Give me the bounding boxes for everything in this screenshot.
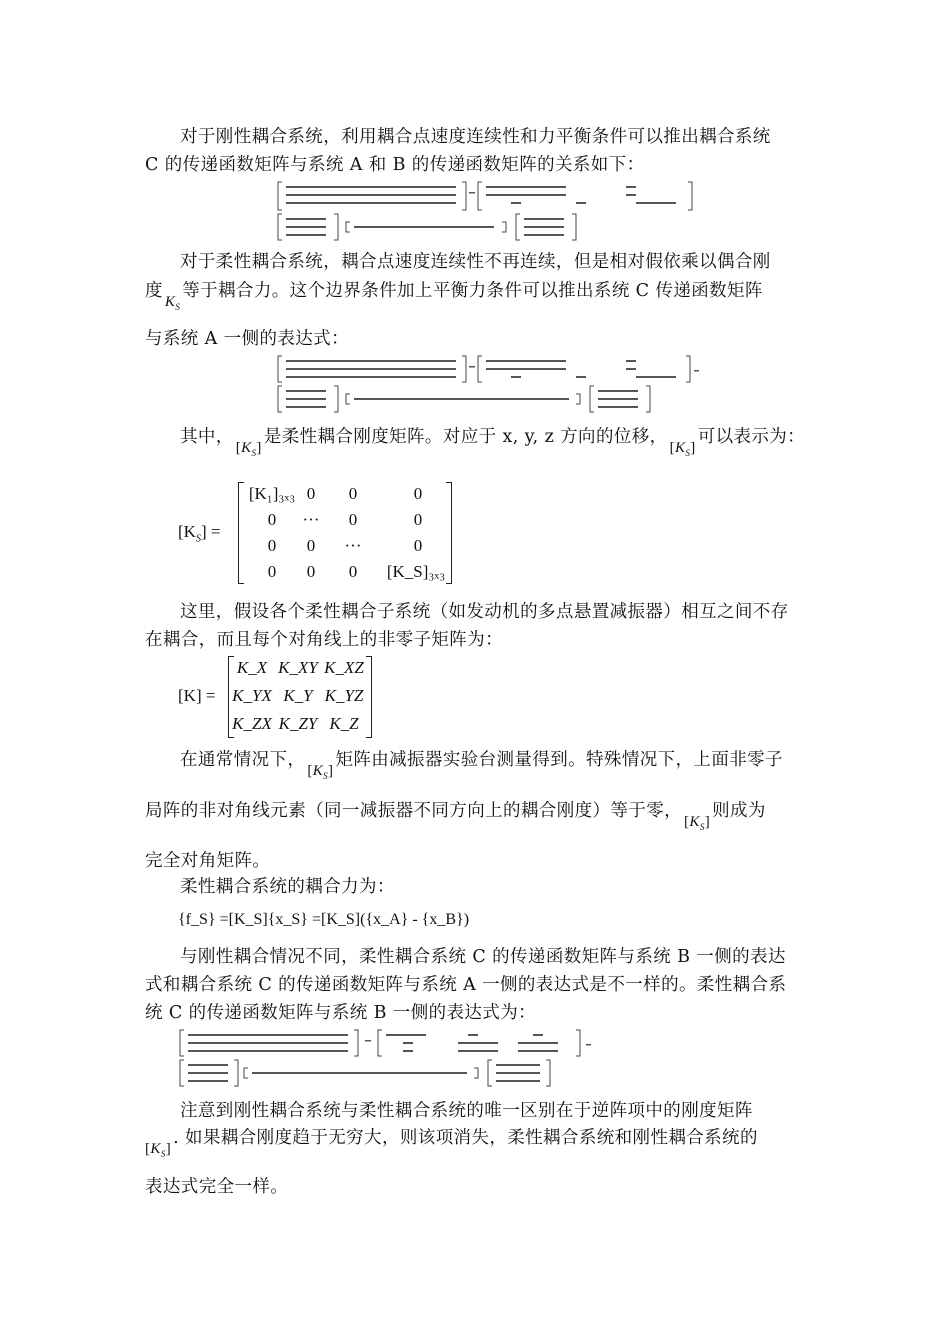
s-subscript: S — [160, 1149, 166, 1159]
bracket-left: [ — [307, 763, 313, 779]
matrix-cell: K_YZ — [324, 686, 364, 705]
matrix-cell: 0 — [306, 536, 316, 555]
matrix-cell: K_ZX — [232, 714, 272, 733]
bracket-right: ] — [328, 763, 334, 779]
matrix-ks — [178, 482, 468, 586]
matrix-cell: 0 — [306, 484, 316, 503]
lhs-sub: S — [195, 533, 201, 545]
lhs-text: [K — [178, 522, 196, 541]
paragraph-1-line-1: 对于刚性耦合系统，利用耦合点速度连续性和力平衡条件可以推出耦合系统 — [180, 127, 771, 147]
matrix-ks-lhs — [178, 522, 220, 544]
ks-symbol — [670, 434, 696, 467]
matrix-cell: 0 — [348, 562, 358, 581]
text-segment: 在通常情况下， — [180, 750, 306, 770]
s-subscript: S — [323, 771, 329, 781]
paragraph-6: 柔性耦合系统的耦合力为： — [180, 877, 395, 897]
paragraph-2-line-3: 与系统 A 一侧的表达式： — [145, 329, 349, 349]
matrix-cell: K_Y — [283, 686, 313, 705]
bracket-left: [ — [669, 440, 675, 456]
ks-symbol — [236, 434, 262, 467]
ks-symbol — [145, 1135, 171, 1168]
equation-coupling-force: {f_S} =[K_S]{x_S} =[K_S]({x_A} - {x_B}) — [178, 911, 470, 928]
matrix-k — [178, 656, 378, 740]
k-letter: K — [674, 440, 686, 456]
paragraph-2-line-1: 对于柔性耦合系统，耦合点速度连续性不再连续，但是相对假依乘以偶合刚 — [180, 252, 771, 272]
matrix-cell: ··· — [302, 510, 320, 529]
paragraph-7-line-3: 统 C 的传递函数矩阵与系统 B 一侧的表达式为： — [145, 1003, 536, 1023]
matrix-cell: K_XZ — [324, 658, 364, 677]
text-segment: 等于耦合力。这个边界条件加上平衡力条件可以推出系统 C 传递函数矩阵 — [182, 281, 763, 301]
text-segment: 度 — [145, 281, 163, 301]
text-segment: 是柔性耦合刚度矩阵。对应于 x, y, z 方向的位移， — [263, 427, 668, 447]
matrix-cell: [K₁]₃ₓ₃ — [248, 484, 296, 503]
paragraph-5-line-3: 完全对角矩阵。 — [145, 851, 271, 871]
matrix-cell: K_YX — [232, 686, 272, 705]
ks-symbol — [165, 288, 180, 321]
matrix-cell: K_X — [236, 658, 268, 677]
bracket-right: ] — [690, 440, 696, 456]
matrix-cell: 0 — [267, 562, 277, 581]
matrix-cell: 0 — [413, 484, 423, 503]
s-subscript: S — [685, 448, 691, 458]
paragraph-4-line-1: 这里，假设各个柔性耦合子系统（如发动机的多点悬置减振器）相互之间不存 — [180, 602, 789, 622]
s-subscript: S — [251, 448, 257, 458]
paragraph-7-line-2: 式和耦合系统 C 的传递函数矩阵与系统 A 一侧的表达式是不一样的。柔性耦合系 — [145, 975, 787, 995]
ks-symbol — [307, 757, 333, 790]
k-letter: K — [164, 294, 176, 310]
paragraph-2-line-2 — [145, 277, 810, 321]
k-letter: K — [150, 1141, 161, 1157]
bracket-left: [ — [684, 814, 690, 830]
matrix-cell: [K_S]₃ₓ₃ — [386, 562, 446, 581]
s-subscript: S — [699, 822, 705, 832]
matrix-cell: 0 — [306, 562, 316, 581]
paragraph-5-line-2 — [145, 797, 810, 841]
equation-flexible-coupling-b — [178, 1026, 603, 1090]
equation-rigid-coupling — [276, 178, 696, 244]
matrix-cell: 0 — [267, 510, 277, 529]
bracket-left: [ — [145, 1141, 151, 1157]
text-segment: . 如果耦合刚度趋于无穷大，则该项消失，柔性耦合系统和刚性耦合系统的 — [173, 1128, 758, 1148]
k-letter: K — [241, 440, 252, 456]
matrix-cell: 0 — [413, 536, 423, 555]
matrix-cell: K_Z — [329, 714, 359, 733]
text-segment: 则成为 — [712, 801, 766, 821]
paragraph-5-line-1 — [145, 746, 845, 790]
matrix-cell: K_XY — [278, 658, 318, 677]
bracket-right: ] — [256, 440, 262, 456]
text-segment: 局阵的非对角线元素（同一减振器不同方向上的耦合刚度）等于零， — [145, 801, 682, 821]
text-segment: 矩阵由减振器实验台测量得到。特殊情况下，上面非零子 — [335, 750, 783, 770]
matrix-cell: ··· — [344, 536, 362, 555]
bracket-right: ] — [165, 1141, 172, 1157]
text-segment: 其中， — [180, 427, 234, 447]
paragraph-8-line-1: 注意到刚性耦合系统与柔性耦合系统的唯一区别在于逆阵项中的刚度矩阵 — [180, 1101, 753, 1121]
text-segment: 可以表示为： — [697, 427, 806, 447]
s-subscript: S — [175, 302, 181, 312]
paragraph-4-line-2: 在耦合，而且每个对角线上的非零子矩阵为： — [145, 630, 503, 650]
matrix-cell: 0 — [348, 510, 358, 529]
equation-flexible-coupling-a — [276, 352, 701, 416]
paragraph-3 — [145, 423, 845, 467]
lhs-end: ] = — [200, 522, 221, 541]
bracket-right: ] — [704, 814, 711, 830]
k-letter: K — [312, 763, 324, 779]
matrix-bracket-right — [366, 656, 372, 738]
matrix-k-lhs: [K] = — [178, 686, 216, 705]
matrix-cell: 0 — [413, 510, 423, 529]
paragraph-8-line-3: 表达式完全一样。 — [145, 1177, 289, 1197]
matrix-cell: 0 — [267, 536, 277, 555]
bracket-left: [ — [235, 440, 242, 456]
paragraph-8-line-2 — [145, 1124, 810, 1168]
matrix-cell: 0 — [348, 484, 358, 503]
matrix-cell: K_ZY — [278, 714, 318, 733]
ks-symbol — [684, 808, 710, 841]
paragraph-7-line-1: 与刚性耦合情况不同，柔性耦合系统 C 的传递函数矩阵与系统 B 一侧的表达 — [180, 947, 786, 967]
paragraph-1-line-2: C 的传递函数矩阵与系统 A 和 B 的传递函数矩阵的关系如下： — [145, 155, 645, 175]
k-letter: K — [689, 814, 700, 830]
